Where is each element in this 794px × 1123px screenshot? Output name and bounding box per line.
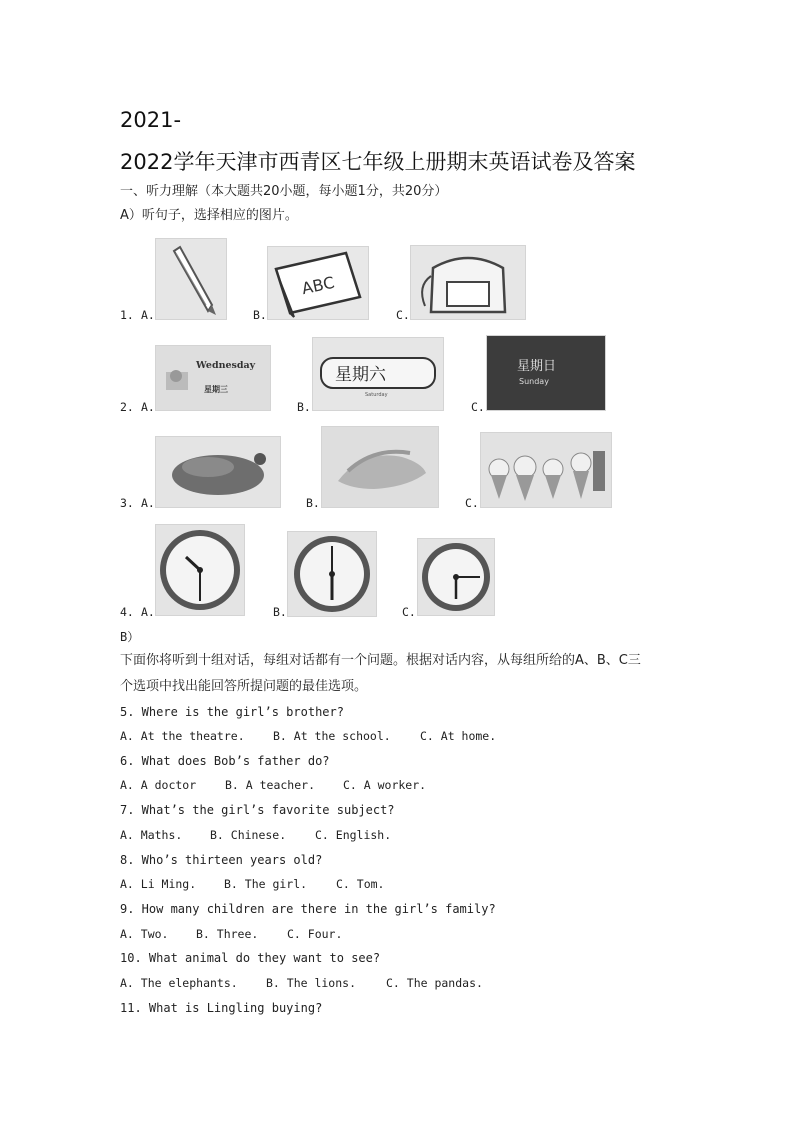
wednesday-card (155, 345, 271, 411)
option-b: B. Three. (196, 927, 259, 941)
sunday-cn-text: 星期日 (517, 359, 557, 374)
option-a: A. A doctor (120, 778, 197, 792)
option-a: A. Two. (120, 927, 169, 941)
option-b: B. At the school. (273, 729, 391, 743)
question-7: 7. What’s the girl’s favorite subject? (120, 803, 395, 817)
book-cover-text: ABC (300, 272, 337, 299)
question-5: 5. Where is the girl’s brother? (120, 705, 344, 719)
option-c: C. The pandas. (386, 976, 483, 990)
title-line-1: 2021- (120, 108, 182, 132)
option-c: C. English. (315, 828, 392, 842)
option-label: C. (402, 605, 416, 619)
option-b: B. A teacher. (225, 778, 316, 792)
option-label: C. (396, 308, 410, 322)
option-a: A. Maths. (120, 828, 183, 842)
title-line-2: 2022学年天津市西青区七年级上册期末英语试卷及答案 (120, 150, 636, 174)
option-label: C. (465, 496, 479, 510)
part-a-instruction: A）听句子，选择相应的图片。 (120, 208, 298, 223)
option-c: C. Tom. (336, 877, 385, 891)
option-label: B. (253, 308, 267, 322)
option-c: C. At home. (420, 729, 497, 743)
saturday-cn-text: 星期六 (335, 365, 386, 385)
wednesday-text: Wednesday (196, 360, 256, 371)
option-b: B. The girl. (224, 877, 308, 891)
option-label: B. (306, 496, 320, 510)
option-label: B. (273, 605, 287, 619)
fish-icon (321, 426, 439, 508)
wednesday-cn-text: 星期三 (204, 385, 228, 394)
option-label: C. (471, 400, 485, 414)
question-11: 11. What is Lingling buying? (120, 1001, 323, 1015)
option-a: A. The elephants. (120, 976, 238, 990)
backpack-icon (410, 245, 526, 320)
sunday-card (486, 335, 606, 411)
clock-icon (155, 524, 245, 616)
part-b-instruction-1: 下面你将听到十组对话，每组对话都有一个问题。根据对话内容，从每组所给的A、B、C三 (120, 653, 641, 668)
saturday-card (312, 337, 444, 411)
item-number: 2. (120, 400, 134, 414)
option-c: C. Four. (287, 927, 343, 941)
option-label: A. (141, 308, 155, 322)
part-b-instruction-2: 个选项中找出能回答所提问题的最佳选项。 (120, 679, 368, 694)
clock-icon (417, 538, 495, 616)
item-number: 3. (120, 496, 134, 510)
question-10: 10. What animal do they want to see? (120, 951, 381, 965)
option-b: B. The lions. (266, 976, 357, 990)
question-8: 8. Who’s thirteen years old? (120, 853, 323, 867)
question-6: 6. What does Bob’s father do? (120, 754, 330, 768)
option-a: A. Li Ming. (120, 877, 197, 891)
saturday-text: Saturday (365, 392, 388, 398)
option-label: A. (141, 496, 155, 510)
book-icon (267, 246, 369, 320)
part-b-label: B） (120, 630, 140, 644)
sunday-text: Sunday (519, 377, 549, 386)
option-c: C. A worker. (343, 778, 427, 792)
ice-cream-icon (480, 432, 612, 508)
item-number: 1. (120, 308, 134, 322)
clock-icon (287, 531, 377, 617)
pen-icon (155, 238, 227, 320)
item-number: 4. (120, 605, 134, 619)
option-a: A. At the theatre. (120, 729, 245, 743)
option-label: A. (141, 605, 155, 619)
option-label: B. (297, 400, 311, 414)
section-heading: 一、听力理解（本大题共20小题，每小题1分，共20分） (120, 184, 448, 199)
option-label: A. (141, 400, 155, 414)
question-9: 9. How many children are there in the girl’s family? (120, 902, 496, 916)
chicken-icon (155, 436, 281, 508)
option-b: B. Chinese. (210, 828, 287, 842)
